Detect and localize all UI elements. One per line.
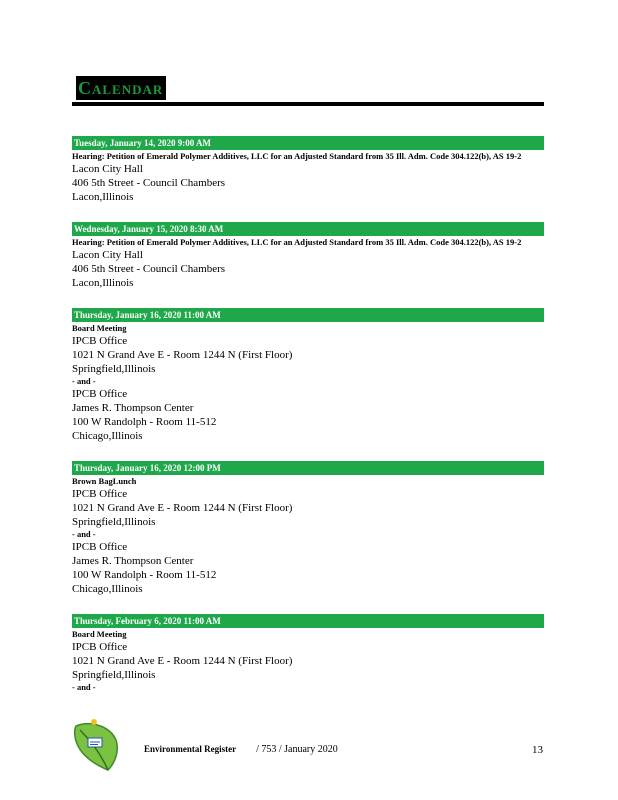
event-location-line: Lacon,Illinois — [72, 277, 134, 289]
page-title: Calendar — [76, 76, 166, 100]
event-description: Board Meeting — [72, 323, 127, 333]
event-location-line: IPCB Office — [72, 488, 128, 500]
event-description: Brown BagLunch — [72, 476, 137, 486]
event-location-line: Springfield,Illinois — [72, 363, 156, 375]
calendar-event — [72, 308, 544, 443]
footer-publication — [144, 744, 338, 755]
event-location-line: 406 5th Street - Council Chambers — [72, 263, 226, 275]
event-location-line: IPCB Office — [72, 335, 128, 347]
publication-name: Environmental Register — [144, 744, 237, 754]
event-location-line: Chicago,Illinois — [72, 430, 143, 442]
location-separator: - and - — [72, 376, 96, 386]
event-location-line: 100 W Randolph - Room 11-512 — [72, 416, 217, 428]
event-location-line: Springfield,Illinois — [72, 516, 156, 528]
page-footer — [0, 716, 618, 776]
location-separator: - and - — [72, 682, 96, 692]
event-location-line: IPCB Office — [72, 641, 128, 653]
event-description: Hearing: Petition of Emerald Polymer Additives, LLC for an Adjusted Standard from 35 Ill. Adm. Code 304.122(b), AS 19-2 — [72, 151, 522, 161]
page-number: 13 — [532, 744, 543, 756]
calendar-event — [72, 222, 544, 290]
event-date-header: Thursday, February 6, 2020 11:00 AM — [72, 614, 544, 628]
event-location-line: James R. Thompson Center — [72, 555, 194, 567]
event-location-line: 1021 N Grand Ave E - Room 1244 N (First Floor) — [72, 502, 293, 514]
event-location-line: 100 W Randolph - Room 11-512 — [72, 569, 217, 581]
event-date-header: Thursday, January 16, 2020 11:00 AM — [72, 308, 544, 322]
event-location-line: Springfield,Illinois — [72, 669, 156, 681]
leaf-logo-icon — [70, 716, 122, 772]
event-location-line: 1021 N Grand Ave E - Room 1244 N (First Floor) — [72, 349, 293, 361]
calendar-event — [72, 136, 544, 204]
event-date-header: Wednesday, January 15, 2020 8:30 AM — [72, 222, 544, 236]
event-location-line: James R. Thompson Center — [72, 402, 194, 414]
event-location-line: Lacon,Illinois — [72, 191, 134, 203]
calendar-events — [72, 136, 544, 711]
event-location-line: Lacon City Hall — [72, 163, 143, 175]
calendar-event — [72, 614, 544, 693]
title-rule — [72, 102, 544, 106]
event-location-line: Chicago,Illinois — [72, 583, 143, 595]
event-location-line: Lacon City Hall — [72, 249, 143, 261]
event-location-line: IPCB Office — [72, 388, 128, 400]
event-location-line: 1021 N Grand Ave E - Room 1244 N (First Floor) — [72, 655, 293, 667]
calendar-event — [72, 461, 544, 596]
event-description: Hearing: Petition of Emerald Polymer Additives, LLC for an Adjusted Standard from 35 Ill. Adm. Code 304.122(b), AS 19-2 — [72, 237, 522, 247]
event-description: Board Meeting — [72, 629, 127, 639]
event-date-header: Thursday, January 16, 2020 12:00 PM — [72, 461, 544, 475]
issue-info: / 753 / January 2020 — [256, 744, 338, 755]
event-location-line: 406 5th Street - Council Chambers — [72, 177, 226, 189]
event-date-header: Tuesday, January 14, 2020 9:00 AM — [72, 136, 544, 150]
event-location-line: IPCB Office — [72, 541, 128, 553]
location-separator: - and - — [72, 529, 96, 539]
